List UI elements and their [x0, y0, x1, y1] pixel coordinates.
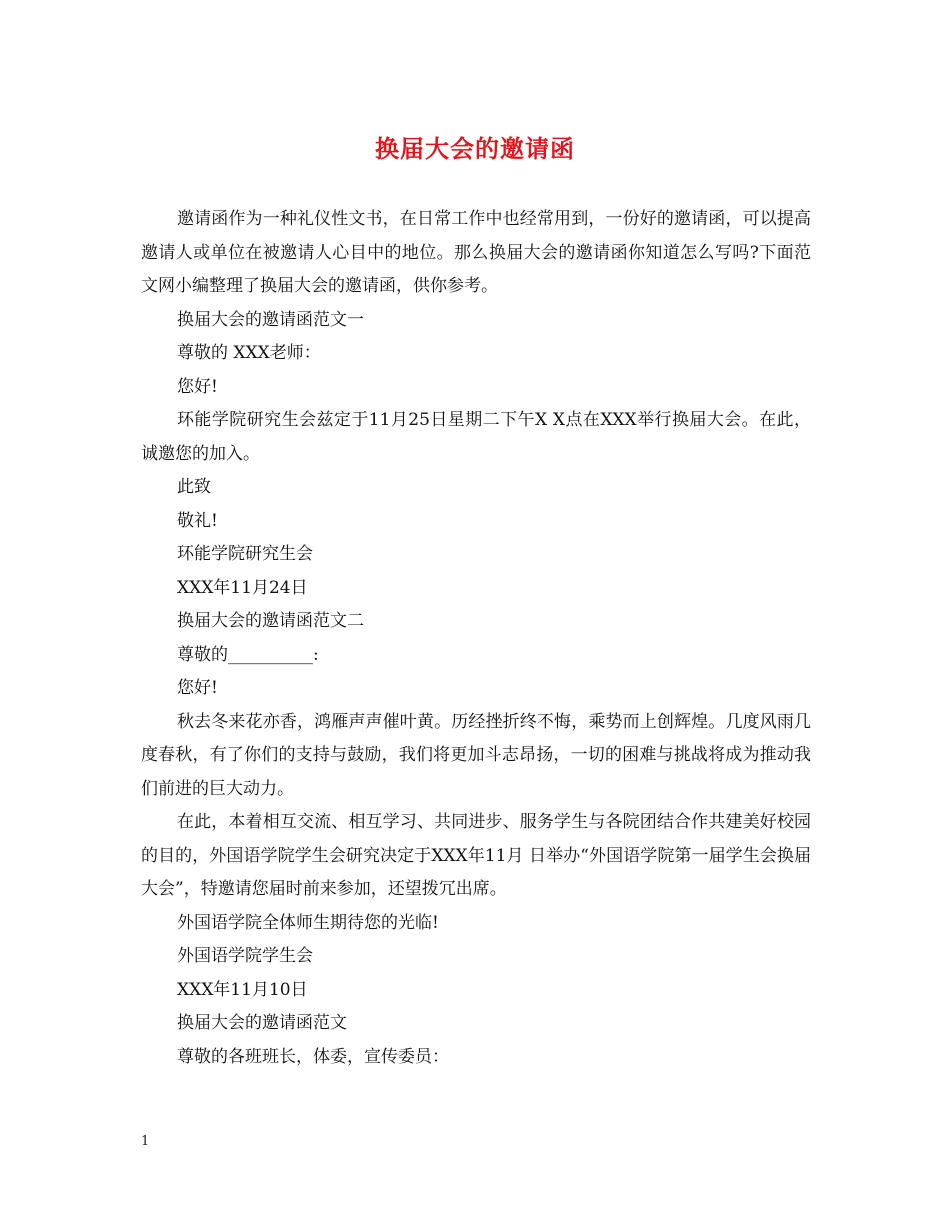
invitation-two-opening: 秋去冬来花亦香，鸿雁声声催叶黄。历经挫折终不悔，乘势而上创辉煌。几度风雨几度春秋，有了你们的支持与鼓励，我们将更加斗志昂扬，一切的困难与挑战将成为推动我们前进的巨大动力。	[141, 711, 811, 799]
greeting-one: 您好!	[177, 376, 218, 397]
invitation-two-body: 在此，本着相互交流、相互学习、共同进步、服务学生与各院团结合作共建美好校园的目的，外国语学院学生会研究决定于XXX年11月 日举办“外国语学院第一届学生会换届大会”，特邀请您届时前来参加，还望拨冗出席。	[141, 812, 811, 899]
invitation-two-expectation: 外国语学院全体师生期待您的光临!	[177, 912, 439, 933]
date-one: XXX年11月24日	[177, 577, 308, 598]
sample-two-heading: 换届大会的邀请函范文二	[177, 611, 364, 631]
closing-cizhi: 此致	[177, 477, 211, 497]
closing-jingli: 敬礼!	[177, 510, 218, 531]
page-number: 1	[141, 1134, 150, 1149]
salutation-one: 尊敬的 XXX老师：	[177, 343, 321, 363]
signature-two: 外国语学院学生会	[177, 946, 313, 966]
intro-paragraph: 邀请函作为一种礼仪性文书，在日常工作中也经常用到，一份好的邀请函，可以提高邀请人或单位在被邀请人心目中的地位。那么换届大会的邀请函你知道怎么写吗?下面范文网小编整理了换届大会的邀请函，供你参考。	[141, 209, 811, 296]
sample-one-heading: 换届大会的邀请函范文一	[177, 309, 364, 330]
salutation-two: 尊敬的__________:	[177, 644, 319, 665]
salutation-three: 尊敬的各班班长，体委，宣传委员：	[177, 1046, 449, 1067]
sample-three-heading: 换届大会的邀请函范文	[177, 1013, 347, 1033]
invitation-one-body: 环能学院研究生会兹定于11月25日星期二下午X X点在XXX举行换届大会。在此，诚邀您的加入。	[141, 410, 811, 464]
date-two: XXX年11月10日	[177, 979, 308, 1000]
signature-one: 环能学院研究生会	[177, 544, 313, 564]
document-title: 换届大会的邀请函	[375, 134, 575, 163]
document-body	[141, 203, 811, 1074]
greeting-two: 您好!	[177, 678, 218, 698]
